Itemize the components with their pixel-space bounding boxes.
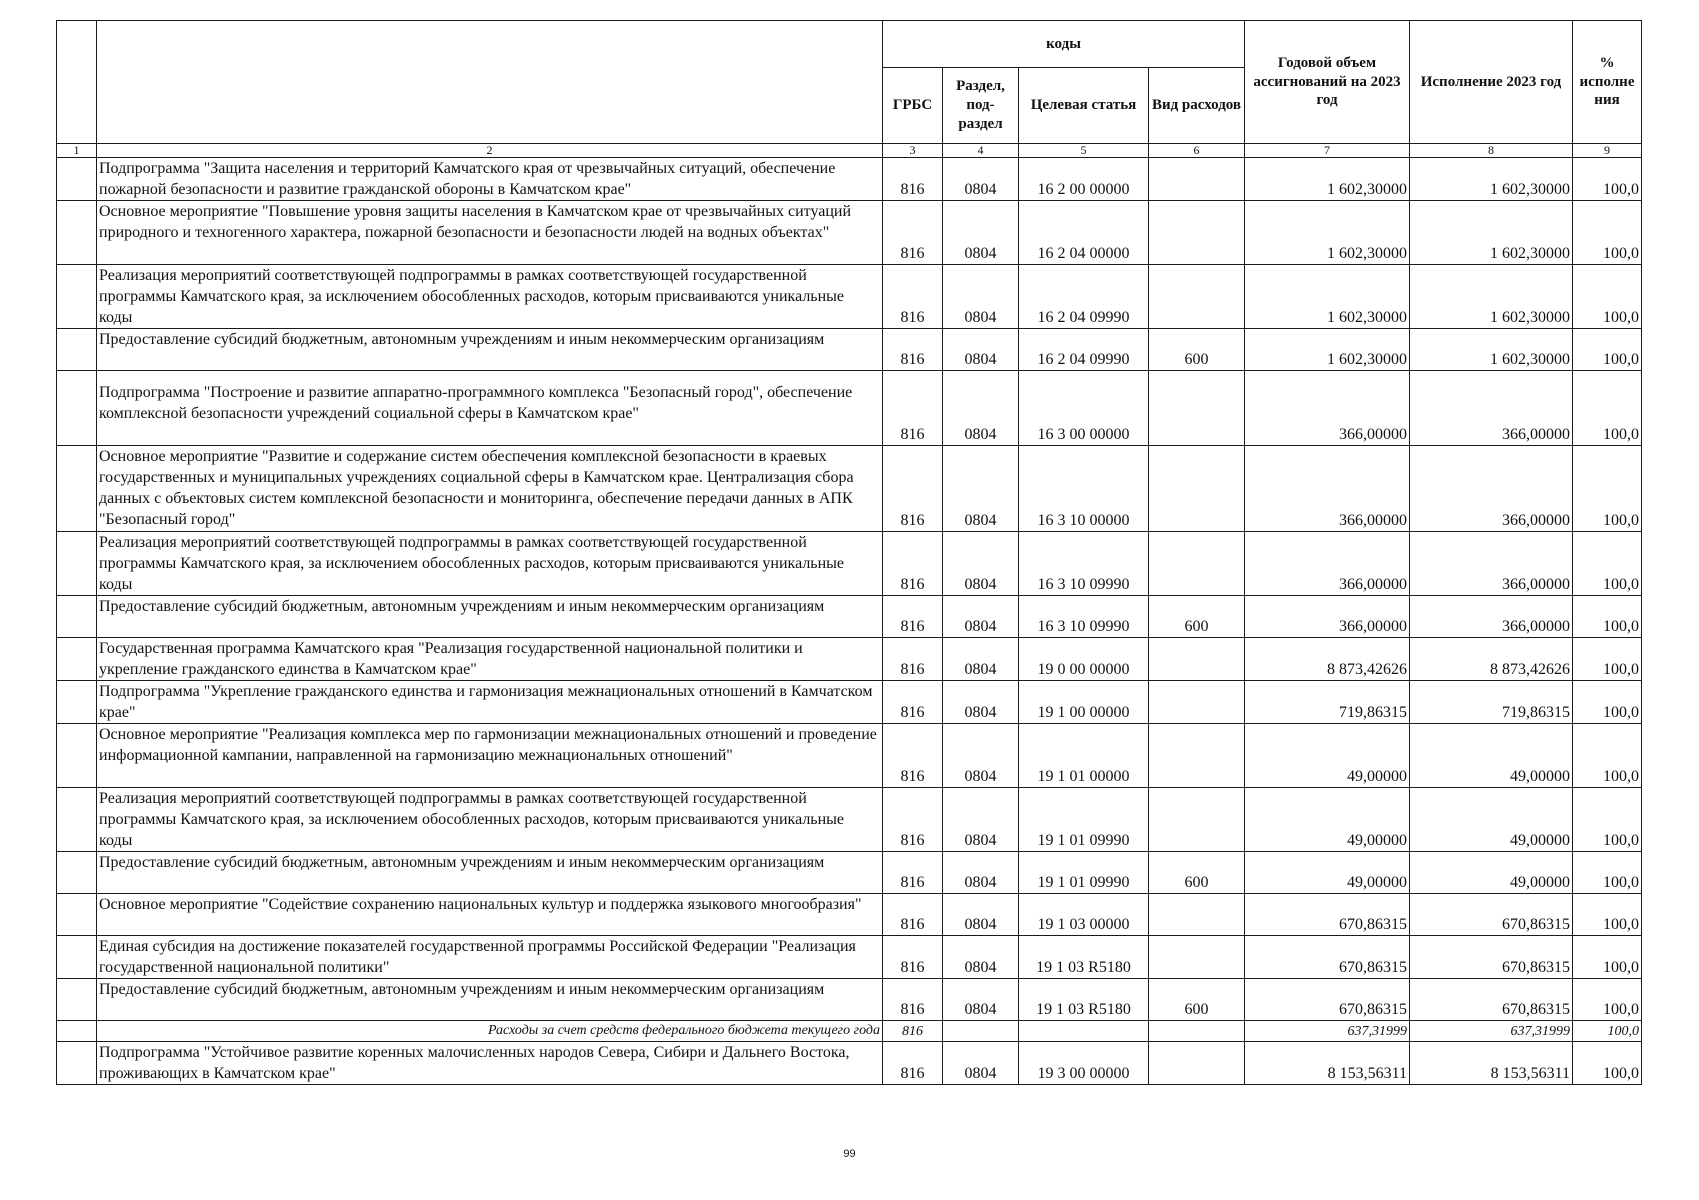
- row-target-article: 16 2 00 00000: [1019, 158, 1149, 201]
- row-execution: 49,00000: [1410, 852, 1573, 894]
- row-target-article: 19 1 03 R5180: [1019, 979, 1149, 1021]
- row-percent: 100,0: [1573, 201, 1642, 265]
- row-grbs: 816: [883, 852, 943, 894]
- row-target-article: 19 1 01 00000: [1019, 724, 1149, 788]
- row-description: Основное мероприятие "Содействие сохранению национальных культур и поддержка языкового многообразия": [97, 894, 883, 936]
- row-number-cell: [57, 638, 97, 681]
- row-expense-type: 600: [1149, 596, 1245, 638]
- row-execution: 8 873,42626: [1410, 638, 1573, 681]
- row-annual-volume: 1 602,30000: [1245, 158, 1410, 201]
- row-target-article: [1019, 1021, 1149, 1042]
- row-grbs: 816: [883, 894, 943, 936]
- row-target-article: 19 1 01 09990: [1019, 788, 1149, 852]
- table-row: [57, 852, 1642, 894]
- column-number: 5: [1019, 144, 1149, 158]
- row-number-cell: [57, 1021, 97, 1042]
- table-row: [57, 1042, 1642, 1085]
- row-razdel: 0804: [943, 852, 1019, 894]
- row-number-cell: [57, 329, 97, 371]
- row-grbs: 816: [883, 596, 943, 638]
- row-description: Государственная программа Камчатского края "Реализация государственной национальной политики и укрепление гражданского единства в Камчатском крае": [97, 638, 883, 681]
- row-description: Подпрограмма "Защита населения и территорий Камчатского края от чрезвычайных ситуаций, обеспечение пожарной безопасности и развитие гражданской обороны в Камчатском крае": [97, 158, 883, 201]
- row-annual-volume: 1 602,30000: [1245, 201, 1410, 265]
- row-target-article: 16 2 04 09990: [1019, 265, 1149, 329]
- table-row: [57, 596, 1642, 638]
- row-expense-type: [1149, 371, 1245, 446]
- row-percent: 100,0: [1573, 371, 1642, 446]
- row-annual-volume: 49,00000: [1245, 724, 1410, 788]
- table-row: [57, 979, 1642, 1021]
- row-execution: 366,00000: [1410, 596, 1573, 638]
- row-percent: 100,0: [1573, 788, 1642, 852]
- header-expense-type: Вид расходов: [1149, 68, 1245, 144]
- row-execution: 1 602,30000: [1410, 329, 1573, 371]
- row-annual-volume: 1 602,30000: [1245, 329, 1410, 371]
- row-razdel: 0804: [943, 638, 1019, 681]
- row-expense-type: 600: [1149, 329, 1245, 371]
- row-number-cell: [57, 852, 97, 894]
- row-expense-type: 600: [1149, 852, 1245, 894]
- row-grbs: 816: [883, 936, 943, 979]
- row-percent: 100,0: [1573, 894, 1642, 936]
- row-description: Предоставление субсидий бюджетным, автономным учреждениям и иным некоммерческим организациям: [97, 329, 883, 371]
- header-empty-num: [57, 21, 97, 144]
- row-number-cell: [57, 201, 97, 265]
- row-execution: 8 153,56311: [1410, 1042, 1573, 1085]
- table-row: [57, 724, 1642, 788]
- row-target-article: 19 1 00 00000: [1019, 681, 1149, 724]
- row-razdel: 0804: [943, 681, 1019, 724]
- row-percent: 100,0: [1573, 265, 1642, 329]
- row-number-cell: [57, 371, 97, 446]
- row-razdel: 0804: [943, 532, 1019, 596]
- row-razdel: 0804: [943, 979, 1019, 1021]
- table-row-federal-budget: [57, 1021, 1642, 1042]
- row-grbs: 816: [883, 265, 943, 329]
- row-number-cell: [57, 265, 97, 329]
- table-row: [57, 201, 1642, 265]
- row-razdel: 0804: [943, 596, 1019, 638]
- table-row: [57, 788, 1642, 852]
- row-expense-type: [1149, 158, 1245, 201]
- table-row: [57, 446, 1642, 532]
- row-execution: 366,00000: [1410, 446, 1573, 532]
- row-grbs: 816: [883, 158, 943, 201]
- table-row: [57, 329, 1642, 371]
- row-grbs: 816: [883, 638, 943, 681]
- budget-table-sheet: [56, 20, 1641, 1085]
- row-number-cell: [57, 979, 97, 1021]
- row-number-cell: [57, 1042, 97, 1085]
- header-annual-volume: Годовой объем ассигнований на 2023 год: [1245, 21, 1410, 144]
- row-execution: 1 602,30000: [1410, 158, 1573, 201]
- row-description: Подпрограмма "Построение и развитие аппаратно-программного комплекса "Безопасный город", обеспечение комплексной безопасности учреждений социальной сферы в Камчатском крае": [97, 371, 883, 446]
- header-empty-name: [97, 21, 883, 144]
- row-execution: 719,86315: [1410, 681, 1573, 724]
- row-razdel: 0804: [943, 936, 1019, 979]
- row-expense-type: [1149, 894, 1245, 936]
- table-row: [57, 638, 1642, 681]
- row-number-cell: [57, 596, 97, 638]
- row-number-cell: [57, 894, 97, 936]
- header-codes: коды: [883, 21, 1245, 68]
- row-grbs: 816: [883, 1021, 943, 1042]
- row-percent: 100,0: [1573, 638, 1642, 681]
- row-target-article: 16 3 10 09990: [1019, 532, 1149, 596]
- row-percent: 100,0: [1573, 1021, 1642, 1042]
- row-razdel: 0804: [943, 329, 1019, 371]
- page-number: 99: [843, 1148, 856, 1160]
- row-grbs: 816: [883, 329, 943, 371]
- row-description: Основное мероприятие "Повышение уровня защиты населения в Камчатском крае от чрезвычайных ситуаций природного и техногенного характера, пожарной безопасности и безопасности людей на водных объектах": [97, 201, 883, 265]
- row-percent: 100,0: [1573, 724, 1642, 788]
- row-annual-volume: 637,31999: [1245, 1021, 1410, 1042]
- row-annual-volume: 1 602,30000: [1245, 265, 1410, 329]
- row-execution: 49,00000: [1410, 724, 1573, 788]
- header-target-article: Целевая статья: [1019, 68, 1149, 144]
- row-execution: 366,00000: [1410, 532, 1573, 596]
- row-expense-type: 600: [1149, 979, 1245, 1021]
- row-annual-volume: 366,00000: [1245, 532, 1410, 596]
- row-grbs: 816: [883, 532, 943, 596]
- row-expense-type: [1149, 1021, 1245, 1042]
- row-razdel: 0804: [943, 201, 1019, 265]
- row-percent: 100,0: [1573, 158, 1642, 201]
- row-number-cell: [57, 446, 97, 532]
- row-number-cell: [57, 681, 97, 724]
- row-execution: 637,31999: [1410, 1021, 1573, 1042]
- row-annual-volume: 366,00000: [1245, 596, 1410, 638]
- column-number: 3: [883, 144, 943, 158]
- column-number: 1: [57, 144, 97, 158]
- row-target-article: 19 3 00 00000: [1019, 1042, 1149, 1085]
- row-annual-volume: 8 153,56311: [1245, 1042, 1410, 1085]
- row-target-article: 19 1 01 09990: [1019, 852, 1149, 894]
- row-annual-volume: 8 873,42626: [1245, 638, 1410, 681]
- row-number-cell: [57, 936, 97, 979]
- column-number: 4: [943, 144, 1019, 158]
- row-description: Единая субсидия на достижение показателей государственной программы Российской Федерации "Реализация государственной национальной политики": [97, 936, 883, 979]
- table-row: [57, 936, 1642, 979]
- row-execution: 670,86315: [1410, 936, 1573, 979]
- column-number-row: [57, 144, 1642, 158]
- header-execution: Исполнение 2023 год: [1410, 21, 1573, 144]
- column-number: 8: [1410, 144, 1573, 158]
- row-annual-volume: 719,86315: [1245, 681, 1410, 724]
- row-description: Основное мероприятие "Реализация комплекса мер по гармонизации межнациональных отношений и проведение информационной кампании, направленной на гармонизацию межнациональных отношений": [97, 724, 883, 788]
- row-description: Реализация мероприятий соответствующей подпрограммы в рамках соответствующей государственной программы Камчатского края, за исключением обособленных расходов, которым присваиваются уникальные коды: [97, 265, 883, 329]
- row-number-cell: [57, 724, 97, 788]
- row-annual-volume: 366,00000: [1245, 371, 1410, 446]
- row-expense-type: [1149, 532, 1245, 596]
- row-razdel: 0804: [943, 724, 1019, 788]
- row-percent: 100,0: [1573, 1042, 1642, 1085]
- row-annual-volume: 49,00000: [1245, 852, 1410, 894]
- column-number: 7: [1245, 144, 1410, 158]
- row-target-article: 19 1 03 00000: [1019, 894, 1149, 936]
- row-grbs: 816: [883, 1042, 943, 1085]
- row-razdel: 0804: [943, 158, 1019, 201]
- row-number-cell: [57, 788, 97, 852]
- row-grbs: 816: [883, 446, 943, 532]
- header-razdel: Раздел, под-раздел: [943, 68, 1019, 144]
- row-razdel: [943, 1021, 1019, 1042]
- row-annual-volume: 366,00000: [1245, 446, 1410, 532]
- row-description: Предоставление субсидий бюджетным, автономным учреждениям и иным некоммерческим организациям: [97, 596, 883, 638]
- row-expense-type: [1149, 724, 1245, 788]
- row-grbs: 816: [883, 371, 943, 446]
- row-percent: 100,0: [1573, 936, 1642, 979]
- row-percent: 100,0: [1573, 329, 1642, 371]
- row-grbs: 816: [883, 788, 943, 852]
- budget-execution-table: [56, 20, 1642, 1085]
- row-description: Подпрограмма "Укрепление гражданского единства и гармонизация межнациональных отношений в Камчатском крае": [97, 681, 883, 724]
- row-annual-volume: 49,00000: [1245, 788, 1410, 852]
- row-razdel: 0804: [943, 1042, 1019, 1085]
- row-target-article: 16 3 10 09990: [1019, 596, 1149, 638]
- table-row: [57, 265, 1642, 329]
- row-annual-volume: 670,86315: [1245, 979, 1410, 1021]
- row-expense-type: [1149, 638, 1245, 681]
- row-percent: 100,0: [1573, 681, 1642, 724]
- row-target-article: 16 2 04 09990: [1019, 329, 1149, 371]
- row-description: Расходы за счет средств федерального бюджета текущего года: [97, 1021, 883, 1042]
- row-target-article: 19 0 00 00000: [1019, 638, 1149, 681]
- row-description: Основное мероприятие "Развитие и содержание систем обеспечения комплексной безопасности в краевых государственных и муниципальных учреждениях социальной сферы в Камчатском крае. Централизация сбора данных с объектовых систем комплексной безопасности и мониторинга, обеспечение передачи данных в АПК "Безопасный город": [97, 446, 883, 532]
- row-execution: 49,00000: [1410, 788, 1573, 852]
- row-percent: 100,0: [1573, 852, 1642, 894]
- row-grbs: 816: [883, 681, 943, 724]
- row-target-article: 16 3 00 00000: [1019, 371, 1149, 446]
- row-target-article: 19 1 03 R5180: [1019, 936, 1149, 979]
- row-description: Предоставление субсидий бюджетным, автономным учреждениям и иным некоммерческим организациям: [97, 979, 883, 1021]
- table-row: [57, 158, 1642, 201]
- row-execution: 670,86315: [1410, 979, 1573, 1021]
- row-expense-type: [1149, 1042, 1245, 1085]
- row-execution: 670,86315: [1410, 894, 1573, 936]
- row-annual-volume: 670,86315: [1245, 936, 1410, 979]
- row-execution: 1 602,30000: [1410, 265, 1573, 329]
- row-expense-type: [1149, 681, 1245, 724]
- row-target-article: 16 2 04 00000: [1019, 201, 1149, 265]
- row-target-article: 16 3 10 00000: [1019, 446, 1149, 532]
- column-number: 9: [1573, 144, 1642, 158]
- row-execution: 1 602,30000: [1410, 201, 1573, 265]
- row-expense-type: [1149, 936, 1245, 979]
- column-number: 2: [97, 144, 883, 158]
- row-percent: 100,0: [1573, 596, 1642, 638]
- row-annual-volume: 670,86315: [1245, 894, 1410, 936]
- row-percent: 100,0: [1573, 979, 1642, 1021]
- row-expense-type: [1149, 201, 1245, 265]
- row-razdel: 0804: [943, 788, 1019, 852]
- row-number-cell: [57, 158, 97, 201]
- row-expense-type: [1149, 446, 1245, 532]
- table-row: [57, 681, 1642, 724]
- row-grbs: 816: [883, 201, 943, 265]
- row-razdel: 0804: [943, 446, 1019, 532]
- row-percent: 100,0: [1573, 532, 1642, 596]
- row-razdel: 0804: [943, 371, 1019, 446]
- row-execution: 366,00000: [1410, 371, 1573, 446]
- row-grbs: 816: [883, 724, 943, 788]
- table-row: [57, 894, 1642, 936]
- header-percent: % исполне ния: [1573, 21, 1642, 144]
- header-grbs: ГРБС: [883, 68, 943, 144]
- row-expense-type: [1149, 788, 1245, 852]
- row-description: Реализация мероприятий соответствующей подпрограммы в рамках соответствующей государственной программы Камчатского края, за исключением обособленных расходов, которым присваиваются уникальные коды: [97, 788, 883, 852]
- row-description: Подпрограмма "Устойчивое развитие коренных малочисленных народов Севера, Сибири и Дальнего Востока, проживающих в Камчатском крае": [97, 1042, 883, 1085]
- row-percent: 100,0: [1573, 446, 1642, 532]
- table-row: [57, 532, 1642, 596]
- column-number: 6: [1149, 144, 1245, 158]
- row-razdel: 0804: [943, 894, 1019, 936]
- row-description: Реализация мероприятий соответствующей подпрограммы в рамках соответствующей государственной программы Камчатского края, за исключением обособленных расходов, которым присваиваются уникальные коды: [97, 532, 883, 596]
- table-row: [57, 371, 1642, 446]
- row-razdel: 0804: [943, 265, 1019, 329]
- row-description: Предоставление субсидий бюджетным, автономным учреждениям и иным некоммерческим организациям: [97, 852, 883, 894]
- row-number-cell: [57, 532, 97, 596]
- row-grbs: 816: [883, 979, 943, 1021]
- row-expense-type: [1149, 265, 1245, 329]
